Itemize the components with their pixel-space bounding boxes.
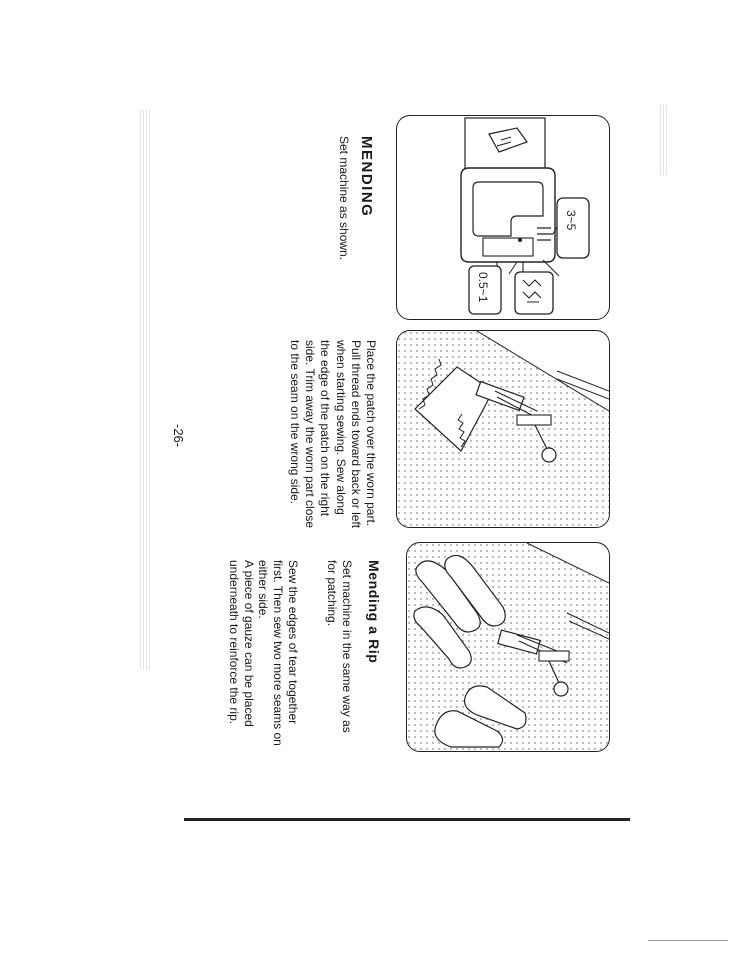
scan-noise-right [660, 105, 668, 175]
mending-rip-para1: Set machine in the same way as for patching. [324, 560, 354, 733]
footer-rule [648, 940, 728, 941]
patching-illustration [396, 330, 610, 528]
mending-rip-para3: A piece of gauze can be placed underneath to reinforce the rip. [226, 560, 256, 727]
mending-heading: MENDING [358, 136, 375, 218]
page-number: -26- [171, 424, 186, 448]
patching-instructions: Place the patch over the worn part. Pull thread ends toward back or left when starting sewing. Sew along the edge of the patch on the right side. Trim away the worn part close to the seam on the wrong side. [287, 340, 378, 529]
stitch-width-value: 0.5~1 [476, 272, 490, 303]
multi-zigzag-stitch-icon [515, 272, 553, 314]
mending-rip-para2: Sew the edges of tear together first. Then sew two more seams on either side. [255, 560, 300, 746]
machine-settings-illustration [396, 115, 610, 320]
stitch-length-value: 3~5 [564, 210, 578, 231]
bottom-rule [184, 818, 630, 821]
mending-rip-heading: Mending a Rip [366, 560, 382, 664]
mending-rip-illustration [406, 542, 610, 752]
scan-noise-left [140, 110, 152, 670]
mending-instruction: Set machine as shown. [337, 136, 351, 261]
